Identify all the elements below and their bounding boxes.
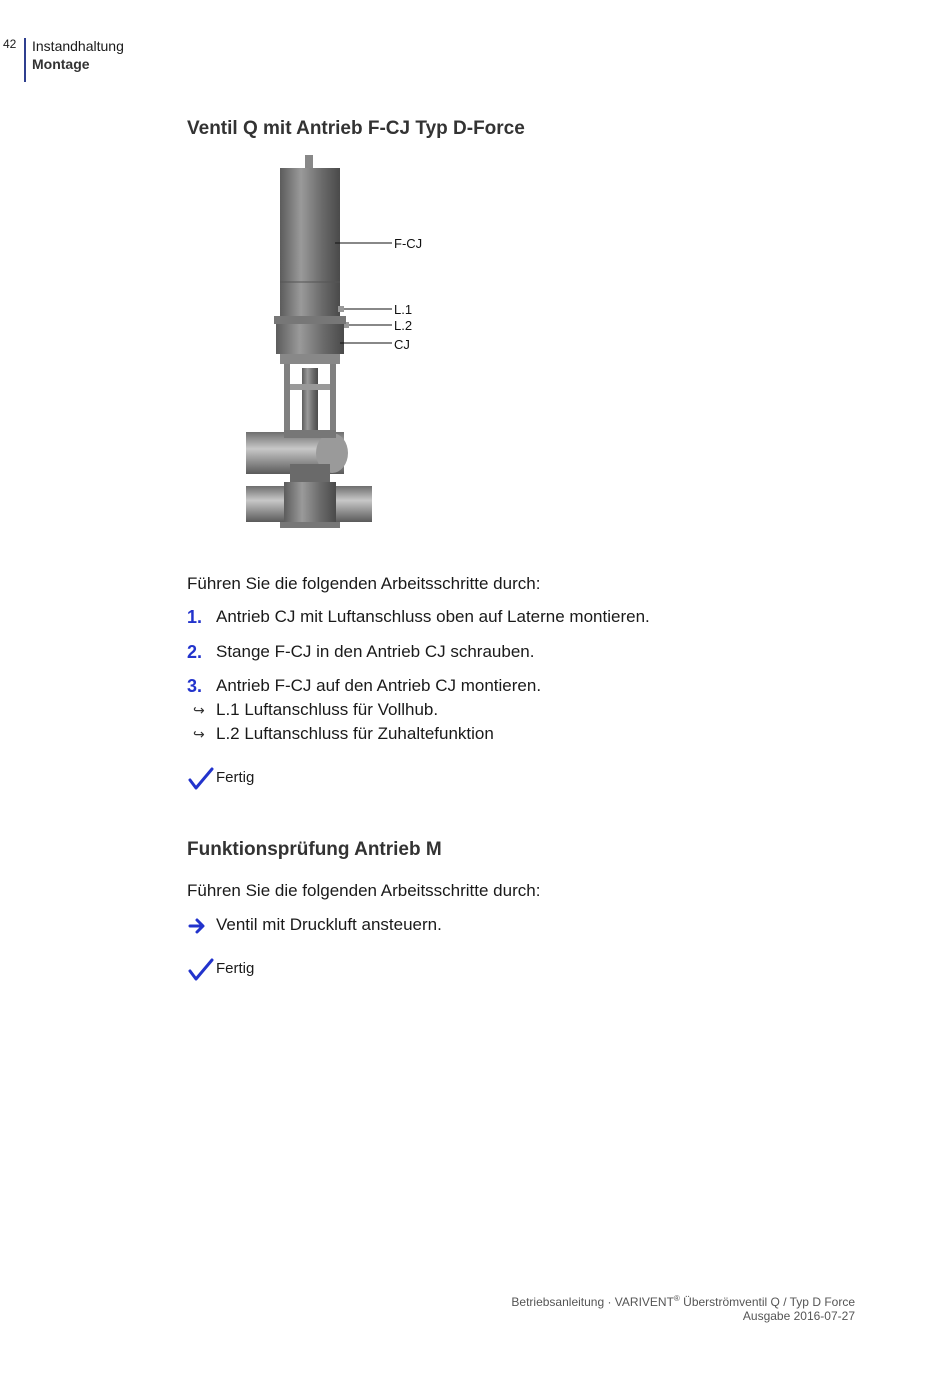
footer-title-prefix: Betriebsanleitung · VARIVENT: [511, 1295, 674, 1309]
right-arrow-icon: [188, 917, 206, 935]
footer-edition: Ausgabe 2016-07-27: [742, 1309, 855, 1323]
done-label: Fertig: [216, 960, 255, 977]
intro-text: Führen Sie die folgenden Arbeitsschritte durch:: [187, 881, 541, 900]
action-text: Ventil mit Druckluft ansteuern.: [216, 915, 442, 934]
header-divider: [24, 38, 26, 82]
step-text: Stange F-CJ in den Antrieb CJ schrauben.: [216, 642, 535, 661]
checkmark-icon: [188, 957, 214, 983]
done-label: Fertig: [216, 769, 255, 786]
registered-mark: ®: [673, 1294, 680, 1303]
curved-arrow-icon: ↪: [193, 702, 205, 718]
valve-figure: [240, 150, 440, 535]
callout-l1: L.1: [394, 302, 413, 317]
footer-document-title: [511, 1292, 855, 1309]
step-number: 1.: [187, 607, 203, 627]
breadcrumb: [32, 37, 124, 73]
callout-l2: L.2: [394, 318, 413, 333]
page-number: 42: [3, 37, 17, 51]
intro-text: Führen Sie die folgenden Arbeitsschritte durch:: [187, 574, 541, 593]
result-text: L.1 Luftanschluss für Vollhub.: [216, 700, 439, 719]
step-number: 3.: [187, 676, 203, 696]
callout-fcj: F-CJ: [394, 236, 423, 251]
step-text: Antrieb F-CJ auf den Antrieb CJ montieren.: [216, 676, 542, 695]
curved-arrow-icon: ↪: [193, 726, 205, 742]
section-title: Funktionsprüfung Antrieb M: [187, 839, 442, 860]
footer: [511, 1292, 855, 1323]
section-title: Ventil Q mit Antrieb F-CJ Typ D-Force: [187, 118, 525, 139]
subsection-label: Montage: [32, 56, 90, 72]
section-label: Instandhaltung: [32, 38, 124, 54]
callout-cj: CJ: [394, 337, 410, 352]
footer-title-suffix: Überströmventil Q / Typ D Force: [679, 1295, 855, 1309]
result-text: L.2 Luftanschluss für Zuhaltefunktion: [216, 724, 494, 743]
checkmark-icon: [188, 766, 214, 792]
step-number: 2.: [187, 642, 203, 662]
step-text: Antrieb CJ mit Luftanschluss oben auf Laterne montieren.: [216, 607, 650, 626]
